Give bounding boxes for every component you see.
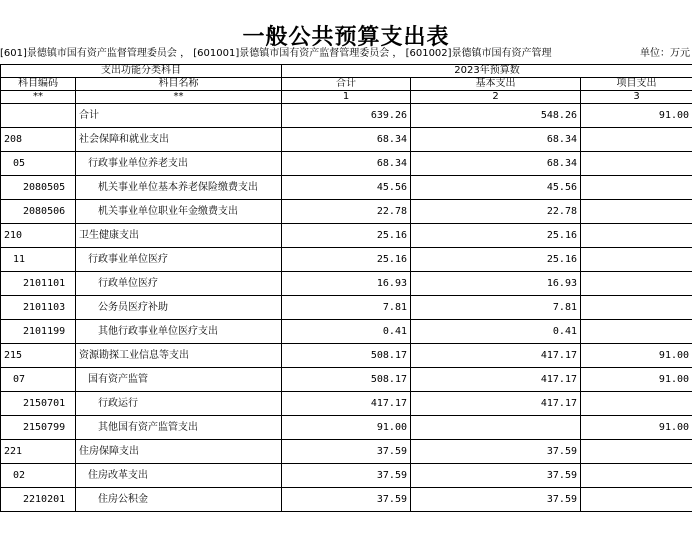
cell-basic: 0.41 <box>411 320 581 344</box>
table-row <box>1 488 692 512</box>
cell-total: 22.78 <box>282 200 411 224</box>
table-row <box>1 272 692 296</box>
cell-project <box>581 128 692 152</box>
cell-code: 221 <box>1 440 76 464</box>
cell-code: 208 <box>1 128 76 152</box>
cell-name: 机关事业单位职业年金缴费支出 <box>76 200 282 224</box>
header-idx-total: 1 <box>282 91 411 104</box>
header-mark-code: ** <box>1 91 76 104</box>
cell-total: 0.41 <box>282 320 411 344</box>
table-row <box>1 392 692 416</box>
cell-code: 05 <box>1 152 76 176</box>
table-row <box>1 224 692 248</box>
cell-project: 91.00 <box>581 416 692 440</box>
header-project: 项目支出 <box>581 78 692 91</box>
cell-code: 2150799 <box>1 416 76 440</box>
cell-name: 行政事业单位医疗 <box>76 248 282 272</box>
cell-total: 508.17 <box>282 368 411 392</box>
header-basic: 基本支出 <box>411 78 581 91</box>
cell-total: 16.93 <box>282 272 411 296</box>
header-idx-basic: 2 <box>411 91 581 104</box>
cell-code: 210 <box>1 224 76 248</box>
header-code: 科目编码 <box>1 78 76 91</box>
cell-basic: 417.17 <box>411 344 581 368</box>
table-row <box>1 128 692 152</box>
cell-basic: 68.34 <box>411 128 581 152</box>
page-title: 一般公共预算支出表 <box>242 24 450 50</box>
header-group-left: 支出功能分类科目 <box>1 65 282 78</box>
cell-total: 25.16 <box>282 248 411 272</box>
table-row <box>1 104 692 128</box>
cell-total: 68.34 <box>282 152 411 176</box>
header-mark-name: ** <box>76 91 282 104</box>
cell-total: 68.34 <box>282 128 411 152</box>
cell-name: 行政事业单位养老支出 <box>76 152 282 176</box>
cell-total: 37.59 <box>282 464 411 488</box>
cell-project <box>581 176 692 200</box>
header-total: 合计 <box>282 78 411 91</box>
cell-code: 2101103 <box>1 296 76 320</box>
table-row <box>1 440 692 464</box>
cell-name: 机关事业单位基本养老保险缴费支出 <box>76 176 282 200</box>
cell-code: 11 <box>1 248 76 272</box>
cell-code: 2080505 <box>1 176 76 200</box>
cell-basic: 37.59 <box>411 488 581 512</box>
cell-code: 2101101 <box>1 272 76 296</box>
cell-basic: 16.93 <box>411 272 581 296</box>
cell-name: 行政单位医疗 <box>76 272 282 296</box>
table-row <box>1 176 692 200</box>
cell-name: 公务员医疗补助 <box>76 296 282 320</box>
cell-name: 国有资产监管 <box>76 368 282 392</box>
cell-project <box>581 440 692 464</box>
cell-name: 合计 <box>76 104 282 128</box>
cell-name: 住房公积金 <box>76 488 282 512</box>
cell-basic: 417.17 <box>411 392 581 416</box>
cell-project <box>581 224 692 248</box>
header-col-row <box>1 78 692 91</box>
unit-label: 单位：万元 <box>640 48 690 59</box>
cell-project <box>581 392 692 416</box>
cell-total: 45.56 <box>282 176 411 200</box>
cell-total: 25.16 <box>282 224 411 248</box>
cell-name: 行政运行 <box>76 392 282 416</box>
cell-total: 7.81 <box>282 296 411 320</box>
cell-code: 02 <box>1 464 76 488</box>
cell-project <box>581 320 692 344</box>
cell-basic: 417.17 <box>411 368 581 392</box>
header-group-row <box>1 65 692 78</box>
cell-basic: 45.56 <box>411 176 581 200</box>
cell-basic: 22.78 <box>411 200 581 224</box>
cell-name: 其他行政事业单位医疗支出 <box>76 320 282 344</box>
cell-project <box>581 248 692 272</box>
cell-name: 住房保障支出 <box>76 440 282 464</box>
cell-project <box>581 272 692 296</box>
table-row <box>1 320 692 344</box>
units-text: [601]景德镇市国有资产监督管理委员会 ， [601001]景德镇市国有资产监督管理委员会 ， [601002]景德镇市国有资产管理 <box>0 48 552 59</box>
cell-total: 91.00 <box>282 416 411 440</box>
cell-basic: 548.26 <box>411 104 581 128</box>
table-row <box>1 296 692 320</box>
unit-line <box>0 46 692 62</box>
cell-project <box>581 464 692 488</box>
cell-total: 417.17 <box>282 392 411 416</box>
cell-project: 91.00 <box>581 368 692 392</box>
cell-name: 其他国有资产监管支出 <box>76 416 282 440</box>
cell-basic: 25.16 <box>411 248 581 272</box>
cell-code: 215 <box>1 344 76 368</box>
table-row <box>1 416 692 440</box>
cell-project <box>581 488 692 512</box>
header-idx-project: 3 <box>581 91 692 104</box>
table-row <box>1 200 692 224</box>
budget-table <box>0 64 692 512</box>
table-row <box>1 344 692 368</box>
cell-code: 2150701 <box>1 392 76 416</box>
cell-basic: 37.59 <box>411 440 581 464</box>
cell-project: 91.00 <box>581 104 692 128</box>
cell-basic <box>411 416 581 440</box>
header-index-row <box>1 91 692 104</box>
cell-name: 社会保障和就业支出 <box>76 128 282 152</box>
cell-basic: 68.34 <box>411 152 581 176</box>
cell-total: 508.17 <box>282 344 411 368</box>
cell-code: 2080506 <box>1 200 76 224</box>
cell-name: 卫生健康支出 <box>76 224 282 248</box>
table-row <box>1 368 692 392</box>
table-row <box>1 464 692 488</box>
cell-total: 37.59 <box>282 440 411 464</box>
table-row <box>1 248 692 272</box>
cell-name: 住房改革支出 <box>76 464 282 488</box>
table-row <box>1 152 692 176</box>
cell-basic: 25.16 <box>411 224 581 248</box>
cell-project <box>581 296 692 320</box>
cell-total: 639.26 <box>282 104 411 128</box>
cell-code: 2210201 <box>1 488 76 512</box>
cell-code: 07 <box>1 368 76 392</box>
cell-total: 37.59 <box>282 488 411 512</box>
cell-code: 2101199 <box>1 320 76 344</box>
header-group-right: 2023年预算数 <box>282 65 692 78</box>
cell-project <box>581 200 692 224</box>
cell-code <box>1 104 76 128</box>
cell-project: 91.00 <box>581 344 692 368</box>
cell-name: 资源勘探工业信息等支出 <box>76 344 282 368</box>
header-name: 科目名称 <box>76 78 282 91</box>
cell-project <box>581 152 692 176</box>
cell-basic: 7.81 <box>411 296 581 320</box>
cell-basic: 37.59 <box>411 464 581 488</box>
